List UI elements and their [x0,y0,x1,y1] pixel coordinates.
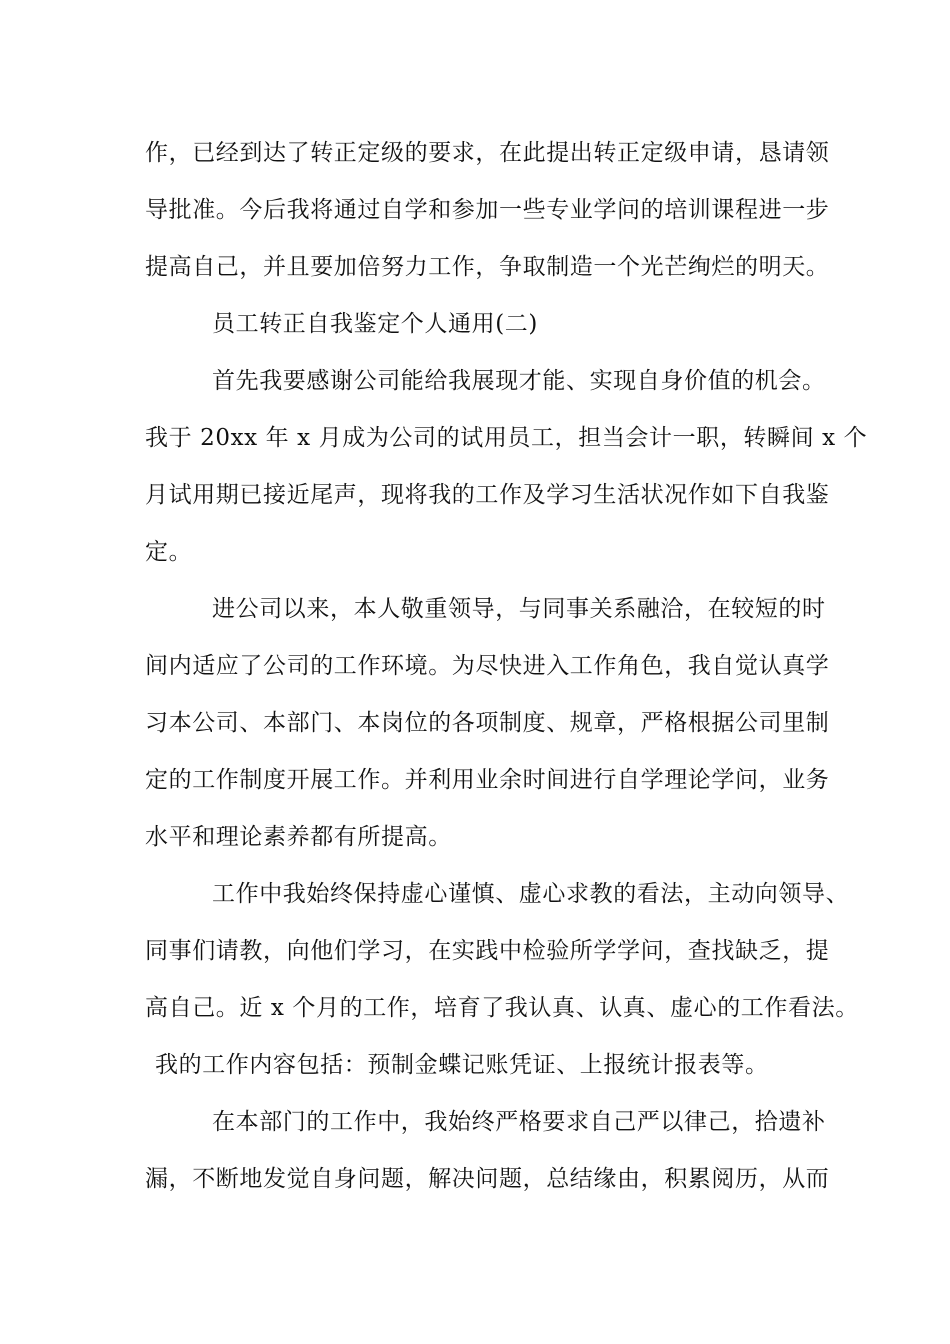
body-line: 间内适应了公司的工作环境。为尽快进入工作角色，我自觉认真学 [145,653,830,679]
body-line: 在本部门的工作中，我始终严格要求自己严以律己，拾遗补 [212,1109,826,1135]
body-line: 作，已经到达了转正定级的要求，在此提出转正定级申请，恳请领 [145,140,830,166]
body-line: 我的工作内容包括：预制金蝶记账凭证、上报统计报表等。 [155,1052,769,1078]
body-line: 我于 20xx 年 x 月成为公司的试用员工，担当会计一职，转瞬间 x 个 [145,425,868,451]
body-line: 月试用期已接近尾声，现将我的工作及学习生活状况作如下自我鉴 [145,482,830,508]
body-line: 漏，不断地发觉自身问题，解决问题，总结缘由，积累阅历，从而 [145,1166,830,1192]
body-line: 定的工作制度开展工作。并利用业余时间进行自学理论学问，业务 [145,767,830,793]
body-line: 进公司以来，本人敬重领导，与同事关系融洽，在较短的时 [212,596,826,622]
body-line: 同事们请教，向他们学习，在实践中检验所学学问，查找缺乏，提 [145,938,830,964]
body-line: 提高自己，并且要加倍努力工作，争取制造一个光芒绚烂的明天。 [145,254,830,280]
body-line: 高自己。近 x 个月的工作，培育了我认真、认真、虚心的工作看法。 [145,995,859,1021]
body-line: 工作中我始终保持虚心谨慎、虚心求教的看法，主动向领导、 [212,881,850,907]
body-line: 水平和理论素养都有所提高。 [145,824,452,850]
section-heading: 员工转正自我鉴定个人通用(二) [212,311,538,337]
body-line: 导批准。今后我将通过自学和参加一些专业学问的培训课程进一步 [145,197,830,223]
body-line: 习本公司、本部门、本岗位的各项制度、规章，严格根据公司里制 [145,710,830,736]
body-line: 首先我要感谢公司能给我展现才能、实现自身价值的机会。 [212,368,826,394]
body-line: 定。 [145,539,193,565]
